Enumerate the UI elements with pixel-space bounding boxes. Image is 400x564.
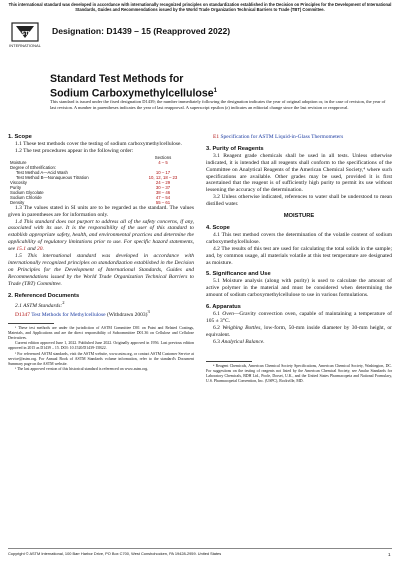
para-5-1: 5.1 Moisture analysis (along with purity) is used to calculate the amount of active polymer in the material and must be considered when determining the amount of sodium carboxymethylcellulose to use in various formulations. xyxy=(206,278,392,299)
d1347-link[interactable]: D1347 xyxy=(15,312,30,319)
title-line-1: Standard Test Methods for xyxy=(50,73,184,85)
d1347-title-link[interactable]: Test Methods for Methylcellulose xyxy=(31,312,106,319)
para-1-4: 1.4 This standard does not purport to address all of the safety concerns, if any, associated with its use. It is the responsibility of the user of this standard to establish appropriate safety, health, and environmental practices and determine the applicability of regulatory limitations prior to use. For specific hazard statements, see 15.1 and 20. xyxy=(8,218,194,253)
para-1-5: 1.5 This international standard was developed in accordance with internationally recognized principles on standardization established in the Decision on Principles for the Development of International Standards, Guides and Recommendations issued by the World Trade Organization Technical Barriers to Trade (TBT) Committee. xyxy=(8,253,194,287)
footnote-rule-right xyxy=(206,361,252,362)
para-1-3: 1.3 The values stated in SI units are to be regarded as the standard. The values given in parentheses are for information only. xyxy=(8,204,194,218)
ref-e1 xyxy=(206,134,392,141)
para-6-1: 6.1 Oven—Gravity convection oven, capable of maintaining a temperature of 105 ± 3°C. xyxy=(206,310,392,324)
ref-link-20[interactable]: 20 xyxy=(37,246,43,253)
ref-link-15-1[interactable]: 15.1 xyxy=(16,246,27,253)
sections-table xyxy=(10,155,186,205)
para-3-1: 3.1 Reagent grade chemicals shall be used in all tests. Unless otherwise indicated, it is intended that all reagents shall conform to the specifications of the Committee on Analytical Reagents of the American Chemical Society,⁴ where such specifications are available. Other grades may be used, provided it is first ascertained that the reagent is of sufficiently high purity to permit its use without lessening the accuracy of the determination. xyxy=(206,152,392,194)
para-6-3: 6.3 Analytical Balance. xyxy=(213,338,265,345)
section-name: Moisture xyxy=(10,159,27,165)
scope-heading: 1. Scope xyxy=(8,134,32,140)
e1-link[interactable]: E1 xyxy=(213,134,220,140)
section-ref-link[interactable]: 10, 12, 18 – 23 xyxy=(148,174,178,180)
footer-rule xyxy=(8,548,392,549)
para-4-1: 4.1 This test method covers the determination of the volatile content of sodium carboxymethylcellulose. xyxy=(206,231,392,245)
top-notice: This international standard was developed in accordance with internationally recognized principles on standardization established in the Decision on Principles for the Development of International Standards, Guides and Recommendations issued by the World Trade Organization Technical Barriers to Trade (TBT) Committee. xyxy=(8,2,392,13)
section-ref-link[interactable]: 24 – 29 xyxy=(155,179,171,185)
footnotes-right xyxy=(206,364,392,383)
section-name: Test Method A—Acid Wash xyxy=(16,169,68,175)
section-ref-link[interactable]: 10 – 17 xyxy=(155,169,171,175)
copyright-line: Copyright © ASTM International, 100 Barr Harbor Drive, PO Box C700, West Conshohocken, PA 19428-2959. United States xyxy=(8,551,222,556)
para-4-2: 4.2 The results of this test are used for calculating the total solids in the sample; and, by common usage, all materials volatile at this test temperature are designated as moisture. xyxy=(206,245,392,266)
section-name: Purity xyxy=(10,184,21,190)
sections-header: Sections xyxy=(154,154,172,160)
apparatus-heading: 6. Apparatus xyxy=(206,304,241,311)
section-ref-link[interactable]: 38 – 46 xyxy=(155,189,171,195)
moisture-heading: MOISTURE xyxy=(283,213,315,220)
section-ref-link[interactable]: 55 – 61 xyxy=(155,199,171,205)
section-name: Viscosity xyxy=(10,179,27,185)
para-3-2: 3.2 Unless otherwise indicated, references to water shall be understood to mean distilled water. xyxy=(206,194,392,208)
left-column xyxy=(8,134,194,373)
footnote-1: ¹ These test methods are under the jurisdiction of ASTM Committee D01 on Paint and Related Coatings, Materials, and Applications and are the direct responsibility of Subcommittee D01.36 on Cellulose and Cellulose Derivatives. xyxy=(8,325,194,340)
footnote-2: ² For referenced ASTM standards, visit the ASTM website, www.astm.org, or contact ASTM Customer Service at service@astm.org. For Annual Book of ASTM Standards volume information, refer to the standard's Document Summary page on the ASTM website. xyxy=(8,351,194,366)
designation: Designation: D1439 – 15 (Reapproved 2022) xyxy=(52,26,231,36)
right-column xyxy=(206,134,392,385)
footnote-3: ³ The last approved version of this historical standard is referenced on www.astm.org. xyxy=(15,367,149,372)
section-ref-link[interactable]: 47 – 54 xyxy=(155,194,171,200)
section-ref-link[interactable]: 4 – 5 xyxy=(158,159,168,165)
para-1-1: 1.1 These test methods cover the testing of sodium carboxymethylcellulose. xyxy=(15,140,182,147)
logo-caption: INTERNATIONAL xyxy=(9,43,41,48)
footnote-4: ⁴ Reagent Chemicals, American Chemical Society Specifications, American Chemical Society, Washington, DC. For suggestions on the testing of reagents not listed by the American Chemical Society, see Analar Standards for Laboratory Chemicals, BDH Ltd., Poole, Dorset, U.K., and the United States Pharmacopeia and National Formulary, U.S. Pharmacopeial Convention, Inc. (USPC), Rockville, MD. xyxy=(206,364,392,383)
scope-4-heading: 4. Scope xyxy=(206,224,230,231)
section-ref-link[interactable]: 30 – 37 xyxy=(155,184,171,190)
astm-logo xyxy=(6,22,46,50)
svg-text:ASTM: ASTM xyxy=(17,31,33,37)
title-footnote-ref: 1 xyxy=(213,88,218,94)
footnote-rule xyxy=(8,323,54,324)
page-number: 1 xyxy=(388,552,391,557)
title-line-2: Sodium Carboxymethylcellulose xyxy=(50,87,214,100)
para-2-1: 2.1 ASTM Standards:$^2$ xyxy=(15,299,65,309)
section-name: Degree of Etherification: xyxy=(10,164,57,170)
para-6-2: 6.2 Weighing Bottles, low-form, 50-mm inside diameter by 30-mm height, or equivalent. xyxy=(206,324,392,338)
referenced-docs-heading: 2. Referenced Documents xyxy=(8,292,80,299)
purity-heading: 3. Purity of Reagents xyxy=(206,145,264,152)
section-name: Test Method B—Nonaqueous Titration xyxy=(16,174,89,180)
ref-d1347: D1347 Test Methods for Methylcellulose (Withdrawn 2003)$^3$ xyxy=(15,309,150,319)
para-1-2: 1.2 The test procedures appear in the following order: xyxy=(15,147,134,154)
section-name: Sodium Chloride xyxy=(10,194,42,200)
designation-note: This standard is issued under the fixed designation D1439; the number immediately following the designation indicates the year of original adoption or, in the case of revision, the year of last revision. A number in parentheses indicates the year of last reapproval. A superscript epsilon (ε) indicates an editorial change since the last revision or reapproval. xyxy=(50,99,386,110)
significance-heading: 5. Significance and Use xyxy=(206,271,271,278)
page-title xyxy=(50,73,370,100)
e1-title-link[interactable]: Specification for ASTM Liquid-in-Glass Thermometers xyxy=(220,134,344,140)
footnotes-left xyxy=(8,326,194,372)
section-name: Density xyxy=(10,199,25,205)
section-name: Sodium Glycolate xyxy=(10,189,44,195)
footnote-1b: Current edition approved June 1, 2022. Published June 2022. Originally approved in 1956. Last previous edition approved in 2015 as D1439 – 15. DOI: 10.1520/D1439-15R22. xyxy=(8,341,194,351)
